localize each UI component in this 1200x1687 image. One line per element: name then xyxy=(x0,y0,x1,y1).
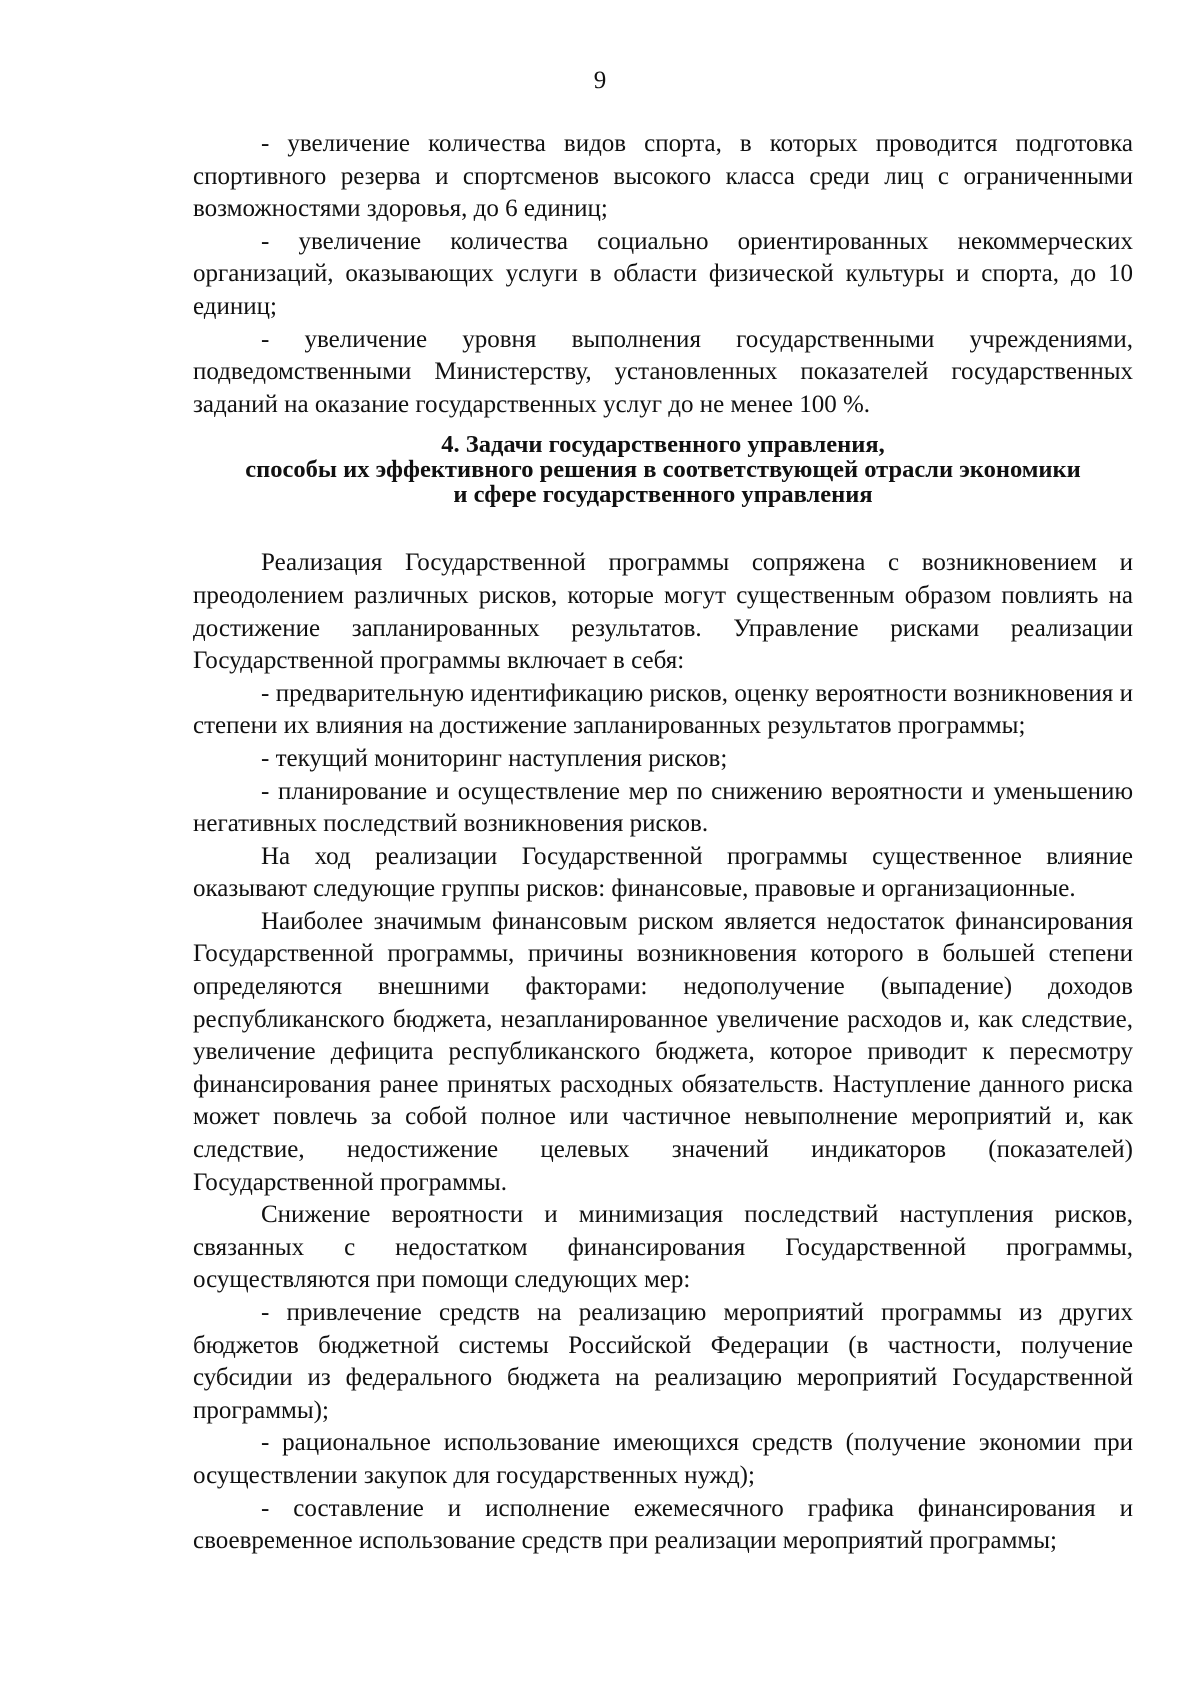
section-heading-line: и сфере государственного управления xyxy=(453,481,873,509)
section-heading-line: 4. Задачи государственного управления, xyxy=(441,431,885,459)
paragraph: Наиболее значимым финансовым риском является недостаток финансирования Государственной программы, причины возникновения которого в большей степени определяются внешними факторами: недополучение (выпадение) доходов республиканского бюджета, незапланированное увеличение расходов и, как следствие, увеличение дефицита республиканского бюджета, которое приводит к пересмотру финансирования ранее принятых расходных обязательств. Наступление данного риска может повлечь за собой полное или частичное невыполнение мероприятий и, как следствие, недостижение целевых значений индикаторов (показателей) Государственной программы. xyxy=(193,907,1133,1196)
paragraph: На ход реализации Государственной программы существенное влияние оказывают следующие группы рисков: финансовые, правовые и организационные. xyxy=(193,842,1133,903)
section-heading-line: способы их эффективного решения в соответствующей отрасли экономики xyxy=(245,456,1081,484)
paragraph: - составление и исполнение ежемесячного графика финансирования и своевременное использование средств при реализации мероприятий программы; xyxy=(193,1494,1133,1555)
paragraph: - увеличение уровня выполнения государственными учреждениями, подведомственными Министерству, установленных показателей государственных заданий на оказание государственных услуг до не менее 100 %. xyxy=(193,325,1133,418)
document-body xyxy=(193,128,1133,1558)
paragraph: Снижение вероятности и минимизация последствий наступления рисков, связанных с недостатком финансирования Государственной программы, осуществляются при помощи следующих мер: xyxy=(193,1201,1133,1294)
paragraph: - текущий мониторинг наступления рисков; xyxy=(261,744,728,772)
paragraph: - рациональное использование имеющихся средств (получение экономии при осуществлении закупок для государственных нужд); xyxy=(193,1429,1133,1489)
paragraph: - увеличение количества социально ориентированных некоммерческих организаций, оказывающих услуги в области физической культуры и спорта, до 10 единиц; xyxy=(193,227,1133,320)
paragraph: - увеличение количества видов спорта, в которых проводится подготовка спортивного резерва и спортсменов высокого класса среди лиц с ограниченными возможностями здоровья, до 6 единиц; xyxy=(193,130,1133,223)
paragraph: - предварительную идентификацию рисков, оценку вероятности возникновения и степени их влияния на достижение запланированных результатов программы; xyxy=(193,679,1133,740)
section-heading xyxy=(193,432,1133,507)
paragraph: - планирование и осуществление мер по снижению вероятности и уменьшению негативных последствий возникновения рисков. xyxy=(193,777,1133,838)
paragraph: Реализация Государственной программы сопряжена с возникновением и преодолением различных рисков, которые могут существенным образом повлиять на достижение запланированных результатов. Управление рисками реализации Государственной программы включает в себя: xyxy=(193,549,1133,675)
paragraph: - привлечение средств на реализацию мероприятий программы из других бюджетов бюджетной системы Российской Федерации (в частности, получение субсидии из федерального бюджета на реализацию мероприятий Государственной программы); xyxy=(193,1299,1133,1424)
page-number: 9 xyxy=(593,67,607,94)
